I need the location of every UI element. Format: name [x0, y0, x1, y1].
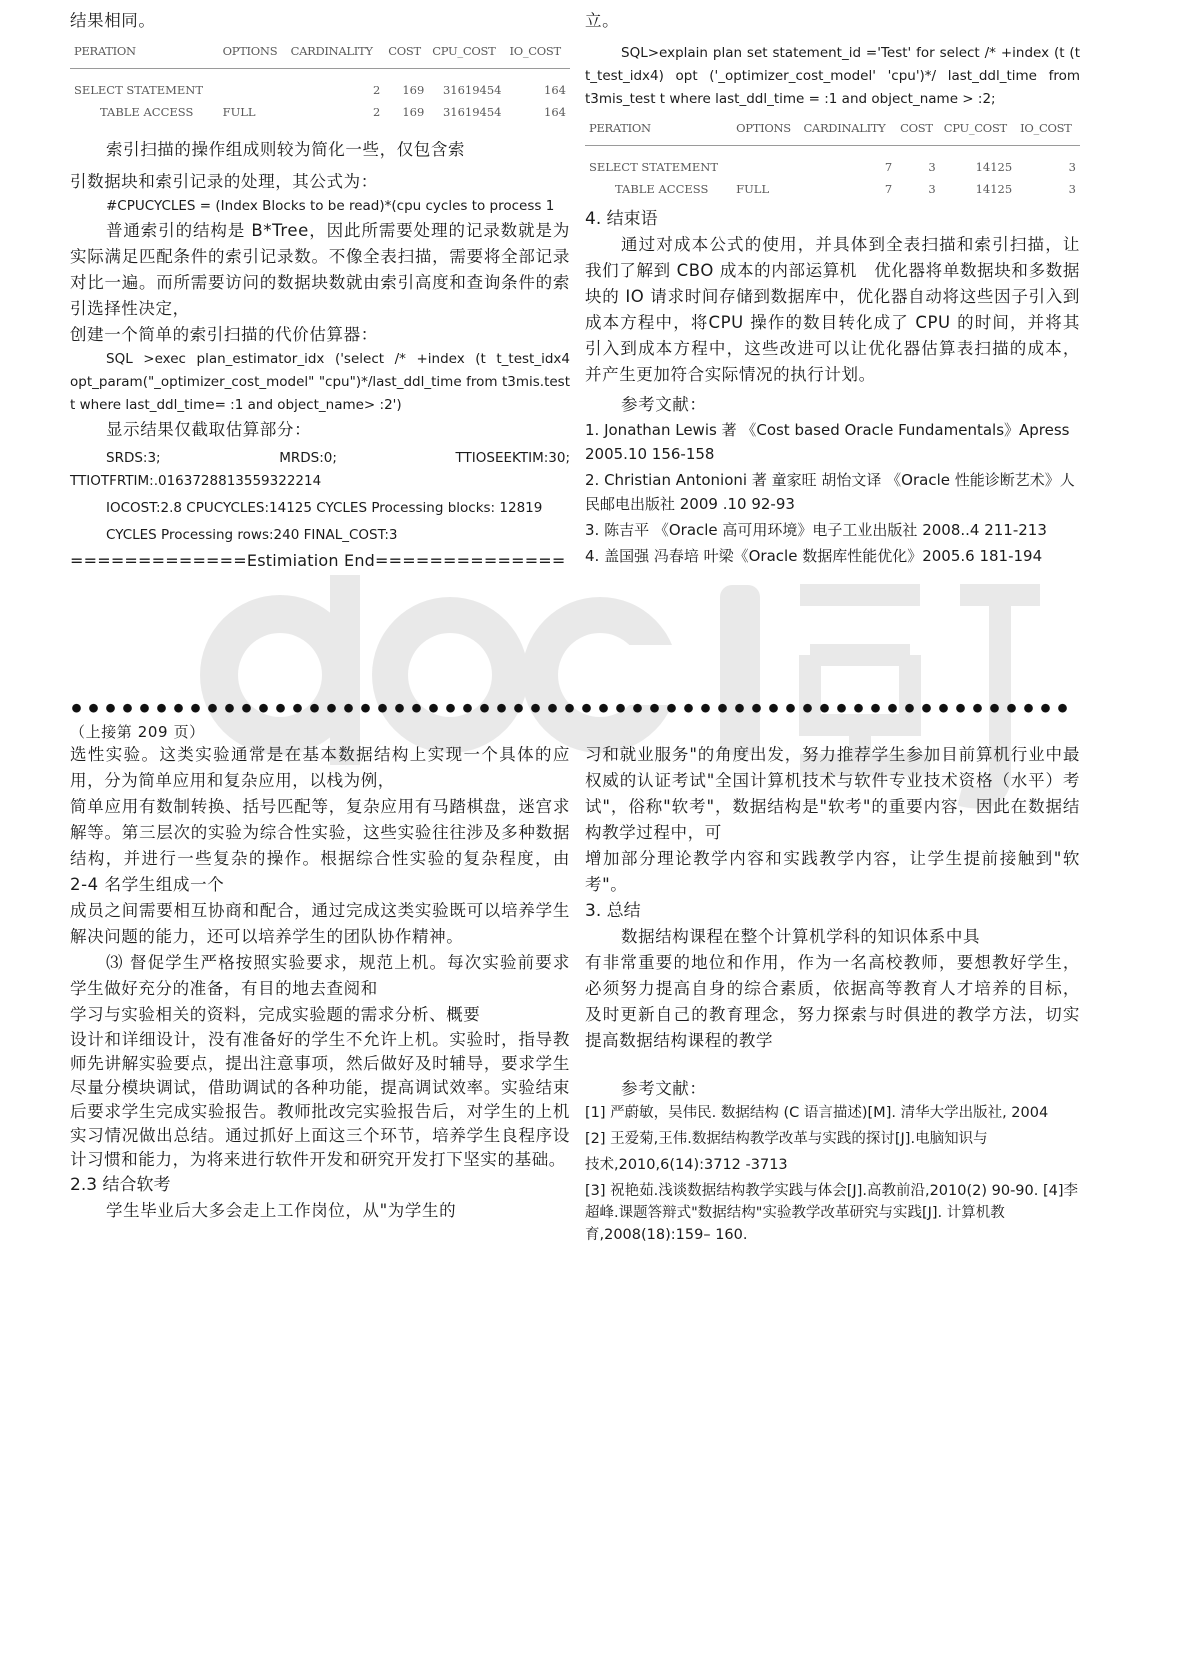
paragraph: 选性实验。这类实验通常是在基本数据结构上实现一个具体的应用，分为简单应用和复杂应用，以栈为例， — [70, 745, 570, 790]
dotted-divider — [68, 701, 1068, 719]
paragraph: 成员之间需要相互协商和配合，通过完成这类实验既可以培养学生解决问题的能力，还可以培养学生的团队协作精神。 — [70, 901, 570, 946]
code-line: CYCLES Processing rows:240 FINAL_COST:3 — [106, 527, 398, 543]
paragraph: 创建一个简单的索引扫描的代价估算器： — [70, 325, 378, 344]
references-title: 参考文献： — [621, 1079, 707, 1098]
estimation-end-line: =============Estimiation End============== — [70, 551, 566, 570]
table-row — [70, 69, 570, 102]
table-cell: 169 — [402, 105, 425, 119]
reference-item: 技术,2010,6(14):3712 -3713 — [585, 1157, 788, 1173]
paragraph: ⑶ 督促学生严格按照实验要求，规范上机。每次实验前要求学生做好充分的准备，有目的地去查阅和 — [70, 953, 570, 998]
table-cell: TABLE ACCESS — [615, 182, 709, 196]
right-column-top — [585, 8, 1080, 568]
column-header: COST — [896, 115, 940, 146]
table-cell: FULL — [736, 182, 770, 196]
paragraph: 普通索引的结构是 B*Tree，因此所需要处理的记录数就是为实际满足匹配条件的索引记录数。不像全表扫描，需要将全部记录对比一遍。而所需要访问的数据块数就由索引高度和查询条件的索引选择性决定， — [70, 221, 570, 318]
reference-item: 2. Christian Antonioni 著 童家旺 胡怡文译 《Oracle 性能诊断艺术》人民邮电出版社 2009 .10 92-93 — [585, 471, 1075, 513]
column-header: IO_COST — [1016, 115, 1080, 146]
references-title: 参考文献： — [621, 395, 707, 414]
table-cell: 169 — [402, 83, 425, 97]
table-cell: 3 — [928, 160, 936, 174]
column-header: CPU_COST — [940, 115, 1016, 146]
table-cell: 31619454 — [442, 105, 502, 119]
column-header: CARDINALITY — [287, 38, 385, 69]
column-header: CPU_COST — [428, 38, 505, 69]
continued-note: （上接第 209 页） — [70, 723, 205, 741]
table-row — [585, 178, 1080, 200]
paragraph: 索引扫描的操作组成则较为简化一些，仅包含索 — [106, 140, 466, 159]
paragraph: 设计和详细设计，没有准备好的学生不允许上机。实验时，指导教师先讲解实验要点，提出注意事项，然后做好及时辅导，要求学生尽量分模块调试，借助调试的各种功能，提高调试效率。实验结束后要求学生完成实验报告。教师批改完实验报告后，对学生的上机实习情况做出总结。通过抓好上面这三个环节，培养学生良程序设计习惯和能力，为将来进行软件开发和研究开发打下坚实的基础。 — [70, 1030, 570, 1169]
table-cell: SELECT STATEMENT — [589, 160, 718, 174]
column-header: IO_COST — [505, 38, 570, 69]
column-header: CARDINALITY — [799, 115, 896, 146]
formula: #CPUCYCLES = (Index Blocks to be read)*(cpu cycles to process 1 — [106, 198, 555, 214]
column-header: COST — [384, 38, 428, 69]
code-block: SQL>explain plan set statement_id ='Test' for select /* +index (t (t t_test_idx4) opt ('_optimizer_cost_model' 'cpu')*/ last_ddl_time from t3mis_test t where last_ddl_time = :1 and object_name > :2; — [585, 45, 1080, 107]
table-cell — [732, 146, 799, 179]
paragraph: 简单应用有数制转换、括号匹配等，复杂应用有马踏棋盘，迷宫求解等。第三层次的实验为综合性实验，这些实验往往涉及多种数据结构，并进行一些复杂的操作。根据综合性实验的复杂程度，由 2-4 名学生组成一个 — [70, 797, 570, 894]
reference-item: 3. 陈吉平 《Oracle 高可用环境》电子工业出版社 2008..4 211-213 — [585, 521, 1047, 539]
paragraph: 数据结构课程在整个计算机学科的知识体系中具 — [621, 927, 981, 946]
reference-item: [3] 祝艳茹.浅谈数据结构教学实践与体会[J].高教前沿,2010(2) 90-90. [4]李超峰.课题答辩式"数据结构"实验教学改革研究与实践[J]. 计算机教育,2008(18):159– 160. — [585, 1183, 1079, 1243]
table-cell: SELECT STATEMENT — [74, 83, 203, 97]
table-cell: 164 — [544, 83, 566, 97]
table-header-row — [585, 115, 1080, 146]
table-cell: 2 — [372, 83, 381, 97]
paragraph: 习和就业服务"的角度出发，努力推荐学生参加目前算机行业中最权威的认证考试"全国计算机技术与软件专业技术资格（水平）考试"，俗称"软考"，数据结构是"软考"的重要内容，因此在数据结构教学过程中，可 — [585, 745, 1080, 842]
table-cell: 164 — [544, 105, 566, 119]
section-heading: 3. 总结 — [585, 901, 641, 921]
paragraph: 有非常重要的地位和作用，作为一名高校教师，要想教好学生，必须努力提高自身的综合素质，依据高等教育人才培养的目标，及时更新自己的教育理念，努力探索与时俱进的教学方法，切实提高数据结构课程的教学 — [585, 953, 1080, 1050]
code-line: SRDS:3; MRDS:0; TTIOSEEKTIM:30; TTIOTFRTIM:.0163728813559322214 — [70, 450, 570, 489]
reference-item: 4. 盖国强 冯春培 叶梁《Oracle 数据库性能优化》2005.6 181-194 — [585, 547, 1043, 565]
table-cell — [219, 69, 287, 102]
table-row — [70, 101, 570, 123]
paragraph: 增加部分理论教学内容和实践教学内容，让学生提前接触到"软考"。 — [585, 849, 1080, 894]
table-cell: 3 — [1068, 160, 1076, 174]
table-row — [585, 146, 1080, 179]
reference-item: [1] 严蔚敏，吴伟民. 数据结构 (C 语言描述)[M]. 清华大学出版社, 2004 — [585, 1105, 1049, 1121]
paragraph: 通过对成本公式的使用，并具体到全表扫描和索引扫描，让我们了解到 CBO 成本的内部运算机 优化器将单数据块和多数据块的 IO 请求时间存储到数据库中，优化器自动将这些因子引入到成本方程中，将CPU 操作的数目转化成了 CPU 的时间，并将其引入到成本方程中，这些改进可以让优化器估算表扫描的成本，并产生更加符合实际情况的执行计划。 — [585, 235, 1080, 384]
column-header: PERATION — [585, 115, 732, 146]
table-cell: TABLE ACCESS — [100, 105, 194, 119]
column-header: OPTIONS — [732, 115, 799, 146]
section-heading: 4. 结束语 — [585, 209, 658, 229]
paragraph: 立。 — [585, 11, 620, 30]
paragraph: 学生毕业后大多会走上工作岗位，从"为学生的 — [106, 1201, 457, 1220]
column-header: PERATION — [70, 38, 219, 69]
table-header-row — [70, 38, 570, 69]
table-cell: 7 — [884, 160, 893, 174]
paragraph: 结果相同。 — [70, 11, 156, 30]
reference-item: 1. Jonathan Lewis 著 《Cost based Oracle Fundamentals》Apress 2005.10 156-158 — [585, 421, 1070, 463]
reference-item: [2] 王爱菊,王伟.数据结构教学改革与实践的探讨[J].电脑知识与 — [585, 1131, 988, 1147]
table-cell: 7 — [884, 182, 893, 196]
column-header: OPTIONS — [219, 38, 287, 69]
right-column-bottom — [585, 742, 1080, 1246]
execution-plan-table-2 — [585, 115, 1080, 200]
table-cell: 14125 — [975, 160, 1013, 174]
execution-plan-table-1 — [70, 38, 570, 123]
left-column-bottom — [70, 722, 570, 1224]
table-cell: 3 — [928, 182, 936, 196]
table-cell: 14125 — [975, 182, 1013, 196]
paragraph: 显示结果仅截取估算部分： — [106, 420, 312, 439]
table-cell: 2 — [372, 105, 381, 119]
table-cell: FULL — [222, 105, 256, 119]
code-block: SQL >exec plan_estimator_idx ('select /* +index (t t_test_idx4 opt_param("_optimizer_cost_model" "cpu")*/last_ddl_time from t3mis.test t where last_ddl_time= :1 and object_name> :2') — [70, 351, 570, 413]
table-cell: 3 — [1068, 182, 1076, 196]
paragraph: 学习与实验相关的资料，完成实验题的需求分析、概要 — [70, 1005, 481, 1024]
table-cell: 31619454 — [442, 83, 502, 97]
code-line: IOCOST:2.8 CPUCYCLES:14125 CYCLES Processing blocks: 12819 — [106, 500, 543, 516]
paragraph: 引数据块和索引记录的处理，其公式为： — [70, 172, 378, 191]
left-column-top — [70, 8, 570, 573]
section-heading: 2.3 结合软考 — [70, 1175, 171, 1195]
